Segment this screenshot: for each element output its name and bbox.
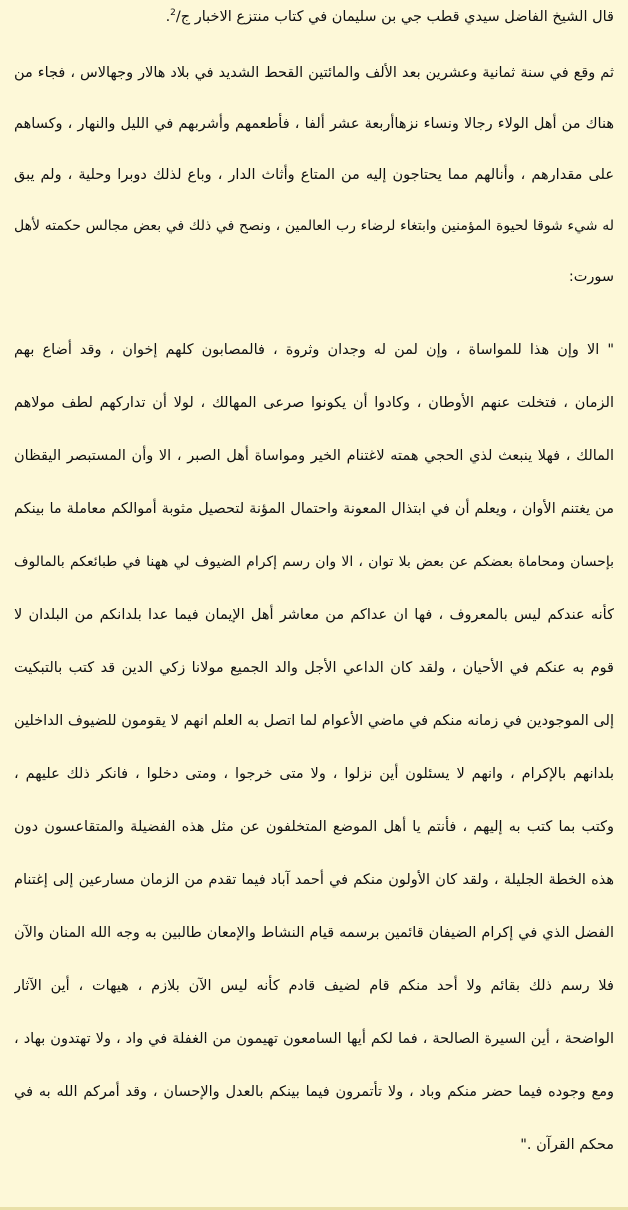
text-line: كأنه عندكم ليس بالمعروف ، فها ان عداكم من معاشر أهل الإيمان فيما عدا بلدانكم من البلدان لا xyxy=(14,607,614,623)
text-line: الفضل الذي في إكرام الضيفان قائمين برسمه قيام النشاط والإمعان طالبين به وجه الله المنان والآن xyxy=(14,925,614,941)
text-line: على مقدارهم ، وأنالهم مما يحتاجون إليه من المتاع وأثاث الدار ، وباع لذلك دوبرا وحلية ، ولم يبق xyxy=(14,167,614,183)
text-line: المالك ، فهلا ينبعث لذي الحجي همته لاغتنام الخير ومواساة أهل الصبر ، الا وأن المستبصر اليقظان xyxy=(14,448,614,464)
footnote-marker: 2 xyxy=(170,8,176,18)
text-line: بلدانهم بالإكرام ، وانهم لا يسئلون أين نزلوا ، ولا متى خرجوا ، ومتى دخلوا ، فانكر ذلك عليهم ، xyxy=(14,766,614,782)
text-line: سورت: xyxy=(568,269,614,285)
text-line: إلى الموجودين في زمانه منكم في ماضي الأعوام لما اتصل به العلم انهم لا يقومون للضيوف الداخلين xyxy=(14,713,614,729)
text-line: " الا وإن هذا للمواساة ، وإن لمن له وجدان وثروة ، فالمصابون كلهم إخوان ، وقد أضاع بهم xyxy=(14,342,614,358)
text-line: هناك من أهل الولاء رجالا ونساء نزهاأربعة عشر ألفا ، فأطعمهم وأشربهم في الليل والنهار ، وكساهم xyxy=(14,116,614,132)
text-line: محكم القرآن ." xyxy=(520,1137,614,1153)
text-line: هذه الخطة الجليلة ، ولقد كان الأولون منكم في أحمد آباد فيما تقدم من الزمان مسارعين إلى إغتنام xyxy=(14,872,614,888)
document-page xyxy=(14,0,614,1210)
text-line: من يغتنم الأوان ، ويعلم أن في ابتذال المعونة واحتمال المؤنة لتحصيل مثوبة أموالكم معاملة ما بينكم xyxy=(14,501,614,517)
text-line: قوم به عنكم في الأحيان ، ولقد كان الداعي الأجل والد الجميع مولانا زكي الدين قد كتب بالتبكيت xyxy=(14,660,614,676)
text-line: الواضحة ، أين السيرة الصالحة ، فما لكم أيها السامعون تهيمون من الغفلة في واد ، ولا تهتدون بهاد ، xyxy=(14,1031,614,1047)
text-line: له شيء شوقا لحيوة المؤمنين وابتغاء لرضاء رب العالمين ، ونصح في ذلك في بعض مجالس حكمته لأهل xyxy=(14,218,614,234)
text-line: وكتب بما كتب به إليهم ، فأنتم يا أهل الموضع المتخلفون عن مثل هذه الفضيلة والمتقاعسون دون xyxy=(14,819,614,835)
text-line: بإحسان ومحاماة بعضكم عن بعض بلا توان ، الا وان رسم إكرام الضيوف لي ههنا في طبائعكم بالمالوف xyxy=(14,554,614,570)
document-heading: قال الشيخ الفاضل سيدي قطب جي بن سليمان في كتاب منتزع الاخبار ج/$^2$. xyxy=(165,8,614,25)
text-line: فلا رسم ذلك بقائم ولا أحد منكم قام لضيف قادم كأنه ليس الآن بلازم ، هيهات ، أين الآثار xyxy=(14,978,614,994)
text-line: ثم وقع في سنة ثمانية وعشرين بعد الألف والمائتين القحط الشديد في بلاد هالار وجهالاس ، فجاء من xyxy=(14,65,614,81)
text-line: ومع وجوده فيما حضر منكم وباد ، ولا تأتمرون فيما بينكم بالعدل والإحسان ، وقد أمركم الله به في xyxy=(14,1084,614,1100)
text-line: الزمان ، فتخلت عنهم الأوطان ، وكادوا أن يكونوا صرعى المهالك ، لولا أن تداركهم لطف مولاهم xyxy=(14,395,614,411)
heading-text: قال الشيخ الفاضل سيدي قطب جي بن سليمان في كتاب منتزع الاخبار ج/ xyxy=(175,9,614,25)
